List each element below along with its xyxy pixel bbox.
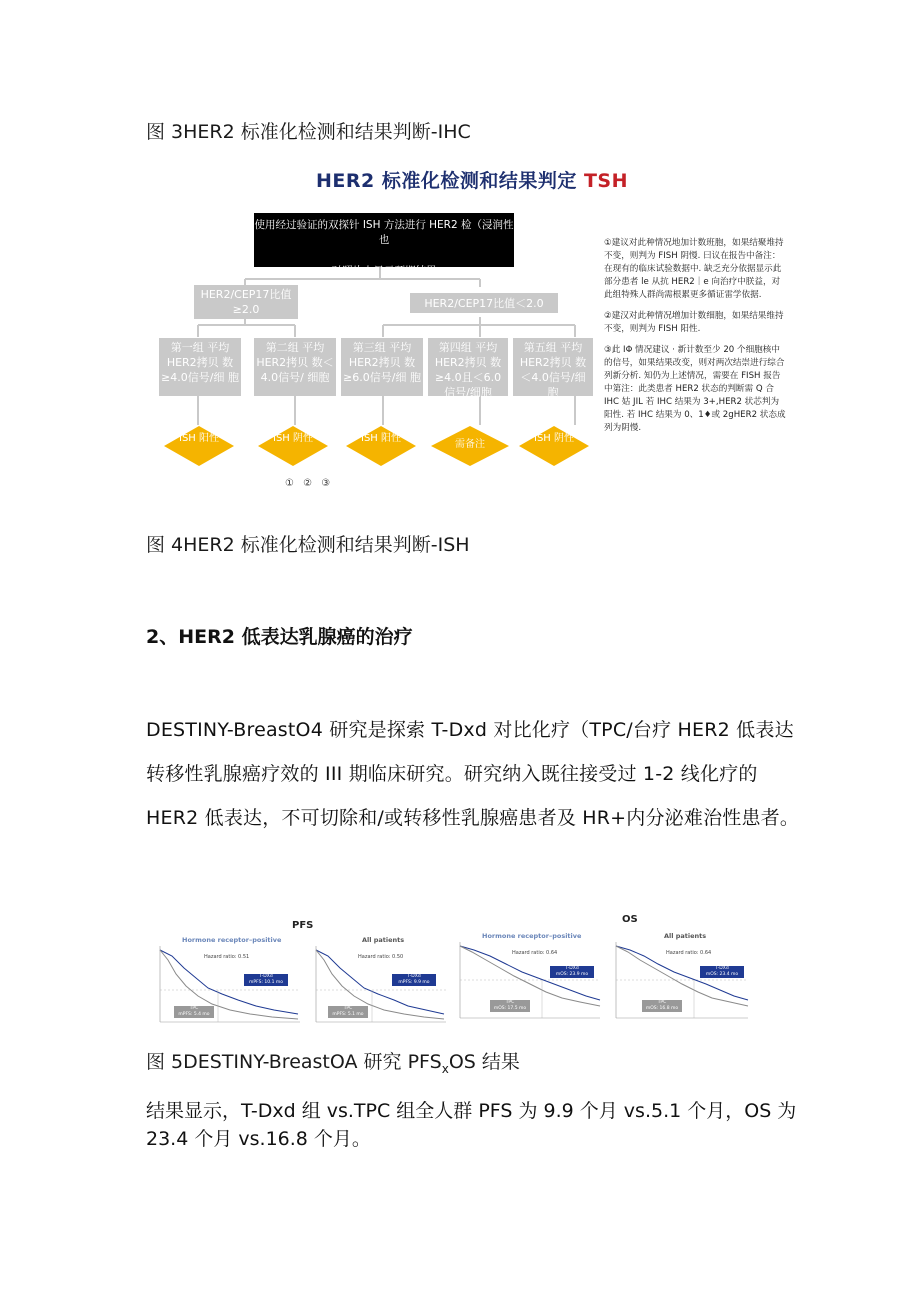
ratio-high-box: HER2/CEP17比值 ≥2.0 <box>194 285 298 319</box>
top-instruction-line1: 使用经过验证的双探针 ISH 方法进行 HER2 检（浸润性也 <box>254 219 514 246</box>
km-panel-4-hr: Hazard ratio: 0.64 <box>666 950 712 956</box>
result-label-2: ISH 阴性 <box>273 433 313 444</box>
flowchart-notes <box>604 237 786 443</box>
km-panel-1-hr: Hazard ratio: 0.51 <box>204 954 250 960</box>
km-panel-1-tpc: TPC <box>189 1006 199 1011</box>
section-heading: 2、HER2 低表达乳腺癌的治疗 <box>146 626 413 648</box>
km-panel-4-tdxd-box <box>700 966 744 978</box>
km-panel-1-tdxd: T-DXd <box>259 974 273 979</box>
km-panel-2-tdxd-m: mPFS: 9.9 mo <box>398 980 430 985</box>
km-panel-4 <box>608 926 750 1030</box>
figure-3-caption: 图 3HER2 标准化检测和结果判断-IHC <box>146 121 471 143</box>
flowchart-title-red: TSH <box>583 170 629 192</box>
km-panel-2 <box>308 930 448 1034</box>
km-panel-1-subtitle: Hormone receptor–positive <box>182 936 282 944</box>
km-panel-3-tpc-box <box>490 1000 530 1012</box>
paragraph-destiny: DESTINY-BreastO4 研究是探索 T-Dxd 对比化疗（TPC/台疗 HER2 低表达转移性乳腺癌疗效的 III 期临床研究。研究纳入既往接受过 1-2 线化疗的 HER2 低表达，不可切除和/或转移性乳腺癌患者及 HR+内分泌难治性患者。 <box>146 719 800 829</box>
group-4-box: 第四组 平均HER2拷贝 数≥4.0且＜6.0 信号/细胞 <box>428 338 508 396</box>
km-panel-3-tpc: TPC <box>505 1000 515 1005</box>
result-label-4: 需备注 <box>455 439 485 450</box>
note-3: ③此 IΦ 情况建议 · 新计数至少 20 个细胞核中的信号，如果结果改变，则对两次结崇进行综合列新分析. 知仍为上述情况，需要在 FISH 报告中第注：此类患者 HER2 状态的判断需 Q 合 IHC 姑 JIL 若 IHC 结果为 3+,HER2 状芯判为阳性. 若 IHC 结果为 0、1♦或 2gHER2 状态成列为阴慢. <box>604 345 786 433</box>
top-instruction-line2: 对照片上显示预期结果 <box>331 265 437 277</box>
km-panel-4-subtitle: All patients <box>664 932 707 940</box>
km-panel-3-subtitle: Hormone receptor–positive <box>482 932 582 940</box>
km-panel-3-tdxd-box <box>550 966 594 978</box>
result-label-3: ISH 阳性 <box>361 433 401 444</box>
km-panel-2-hr: Hazard ratio: 0.50 <box>358 954 404 960</box>
note-1: ①建议对此种情况地加计数班胞，如果结聚堆持不变，则判为 FISH 阴慢. 曰议在报告中备注：在现有的临床试验数据中. 缺乏充分依据显示此部分患者 le 从抗 HER2｜e 向治疗中朕益，对此组特殊人群尚需根累更多循证雷学依据. <box>604 238 784 300</box>
km-panel-4-tdxd-m: mOS: 23.4 mo <box>705 972 739 977</box>
km-panel-2-tpc-m: mPFS: 5.1 mo <box>332 1012 364 1017</box>
ratio-low-box: HER2/CEP17比值＜2.0 <box>410 293 558 313</box>
km-panel-4-tpc-box <box>642 1000 682 1012</box>
km-panel-3 <box>452 926 602 1030</box>
km-panel-4-tpc-m: mOS: 16.8 mo <box>645 1006 679 1011</box>
figure-4-caption: 图 4HER2 标准化检测和结果判断-ISH <box>146 534 470 556</box>
km-panel-3-tpc-m: mOS: 17.5 mo <box>493 1006 527 1011</box>
figure-5-caption-main: 图 5DESTINY-BreastOA 研究 PFS <box>146 1051 442 1073</box>
km-panel-4-tpc: TPC <box>657 1000 667 1005</box>
result-label-5: ISH 阴性 <box>534 433 574 444</box>
group-2-box: 第二组 平均HER2拷贝 数＜4.0信号/ 细胞 <box>254 338 336 396</box>
km-panel-3-hr: Hazard ratio: 0.64 <box>512 950 558 956</box>
top-instruction-box <box>254 213 514 277</box>
km-panel-3-tdxd-m: mOS: 23.9 mo <box>555 972 589 977</box>
figure-5-caption <box>146 1047 520 1076</box>
figure-5-caption-tail: OS 结果 <box>448 1051 520 1073</box>
km-panel-2-subtitle: All patients <box>362 936 405 944</box>
km-panel-3-tdxd: T-DXd <box>565 966 579 971</box>
km-panel-2-tdxd-box <box>392 974 436 986</box>
figure-5-caption-sub: x <box>441 1061 449 1076</box>
os-label: OS <box>622 914 638 925</box>
km-panel-4-tdxd: T-DXd <box>715 966 729 971</box>
group-1-box: 第一组 平均HER2拷贝 数≥4.0信号/细 胞 <box>159 338 241 396</box>
km-panel-1 <box>152 930 302 1034</box>
circled-footnote-marks: ① ② ③ <box>285 478 334 489</box>
pfs-label: PFS <box>292 920 314 931</box>
flowchart-title-main: HER2 标准化检测和结果判定 <box>316 170 584 192</box>
km-panel-2-tpc-box <box>328 1006 368 1018</box>
paragraph-results: 结果显示，T-Dxd 组 vs.TPC 组全人群 PFS 为 9.9 个月 vs.5.1 个月，OS 为 23.4 个月 vs.16.8 个月。 <box>146 1100 797 1150</box>
km-panel-1-tdxd-box <box>244 974 288 986</box>
km-panel-2-tpc: TPC <box>343 1006 353 1011</box>
group-5-box: 第五组 平均HER2拷贝 数＜4.0信号/细 胞 <box>513 338 593 396</box>
group-3-box: 第三组 平均HER2拷贝 数≥6.0信号/细 胞 <box>341 338 423 396</box>
km-panel-2-tdxd: T-DXd <box>407 974 421 979</box>
flowchart-title <box>316 166 628 193</box>
km-panel-1-tpc-box <box>174 1006 214 1018</box>
km-panel-1-tdxd-m: mPFS: 10.1 mo <box>249 980 283 985</box>
note-2: ②建汉对此种情况増加计数细胞，如果结果维持不变，则判为 FISH 阳性. <box>604 311 784 334</box>
result-label-1: ISH 阳性 <box>179 433 219 444</box>
km-panel-1-tpc-m: mPFS: 5.4 mo <box>178 1012 210 1017</box>
